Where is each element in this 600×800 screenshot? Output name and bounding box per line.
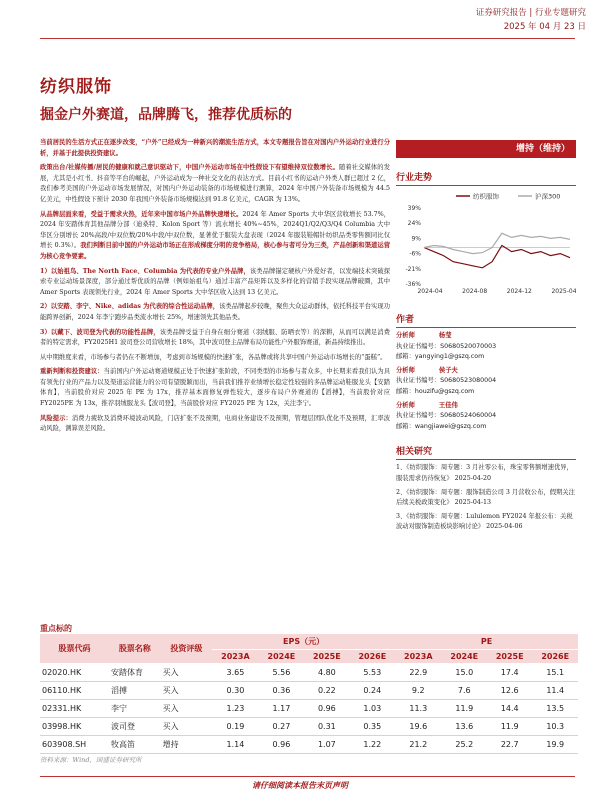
table-row bbox=[40, 682, 578, 700]
y-tick-label: 9% bbox=[411, 235, 421, 243]
table-cell: 3.65 bbox=[212, 664, 259, 682]
table-cell: 14.4 bbox=[487, 700, 532, 718]
table-cell: 波司登 bbox=[109, 718, 161, 736]
table-cell: 7.6 bbox=[442, 682, 487, 700]
table-cell: 1.14 bbox=[212, 736, 259, 754]
col-pe: PE bbox=[395, 634, 578, 650]
table-cell: 15.1 bbox=[532, 664, 578, 682]
paragraph-body: 2024 年 Amer Sports 大中华区营收增长 53.7%，2024 年安踏体育其他品牌分部（迪桑特、Kolon Sport 等）流水增长 40%~45%，2024Q1/Q2/Q3/Q4 Columbia 大中华区分别增长 20%高段/中双位数/20%中段/中双位数，显著优于服装大盘表现（2024 年服装鞋帽针纺织品类零售额同比仅增长 0.3%）。 bbox=[40, 210, 390, 250]
summary-paragraph bbox=[40, 163, 390, 205]
paragraph-lead: 1）以始祖鸟、The North Face、Columbia 为代表的专业户外品牌， bbox=[40, 267, 250, 275]
table-cell: 10.3 bbox=[532, 718, 578, 736]
trend-heading: 行业走势 bbox=[396, 168, 576, 186]
table-cell: 25.2 bbox=[442, 736, 487, 754]
table-cell: 13.5 bbox=[532, 700, 578, 718]
table-cell: 增持 bbox=[161, 736, 213, 754]
col-year: 2025E bbox=[304, 650, 349, 664]
author-role: 分析师 bbox=[396, 401, 415, 409]
paragraph-lead: 2）以安踏、李宁、Nike、adidas 为代表的综合性运动品牌， bbox=[40, 303, 220, 311]
paragraph-body: 当前国内户外运动赛道规模正处于快速扩张阶段，不同类型的市场参与者众多，中长期来看我们认为具有领先行业的产品力以及渠道运营能力的公司有望脱颖而出，当前我们推荐业绩增长稳定性较强的多品牌运动鞋服龙头【安踏体育】，当前股价对应 2025 年 PE 为 17x，推荐基本面修复弹性较大，逐步布局户外赛道的【滔搏】，当前股价对应 FY2025PE 为 13x，推荐羽绒服龙头【波司登】，当前股价对应 FY2025 PE 为 12x，关注李宁。 bbox=[40, 368, 391, 408]
table-row bbox=[40, 700, 578, 718]
table-cell: 22.9 bbox=[395, 664, 442, 682]
table-cell: 12.6 bbox=[487, 682, 532, 700]
author-license: 执业证书编号：S0680520070003 bbox=[396, 342, 497, 350]
col-name: 股票名称 bbox=[109, 634, 161, 664]
table-cell: 安踏体育 bbox=[109, 664, 161, 682]
col-eps: EPS（元） bbox=[212, 634, 395, 650]
table-cell: 1.22 bbox=[350, 736, 395, 754]
x-tick-label: 2025-04 bbox=[551, 288, 576, 295]
table-cell: 1.23 bbox=[212, 700, 259, 718]
table-cell: 李宁 bbox=[109, 700, 161, 718]
y-tick-label: 24% bbox=[407, 220, 421, 228]
table-cell: 03998.HK bbox=[40, 718, 109, 736]
table-cell: 603908.SH bbox=[40, 736, 109, 754]
table-cell: 5.56 bbox=[259, 664, 304, 682]
table-cell: 0.96 bbox=[259, 736, 304, 754]
table-cell: 11.9 bbox=[487, 718, 532, 736]
series-line bbox=[424, 233, 570, 253]
table-cell: 1.17 bbox=[259, 700, 304, 718]
col-year: 2024E bbox=[259, 650, 304, 664]
author-role-name bbox=[396, 331, 576, 342]
author-role: 分析师 bbox=[396, 366, 415, 374]
sidebar bbox=[396, 140, 576, 533]
summary-paragraph bbox=[40, 367, 390, 409]
col-year: 2026E bbox=[350, 650, 395, 664]
y-tick-label: 39% bbox=[407, 205, 421, 212]
summary-paragraph bbox=[40, 210, 390, 263]
table-cell: 02020.HK bbox=[40, 664, 109, 682]
report-title: 掘金户外赛道，品牌腾飞，推荐优质标的 bbox=[40, 107, 292, 123]
table-cell: 0.30 bbox=[212, 682, 259, 700]
paragraph-body: 消费力疲软及消费环境波动风险，门店扩张不及预期，电商业务建设不及预期，管理层团队优化不及预期，汇率波动风险，测算误差风险。 bbox=[40, 414, 391, 433]
authors-list bbox=[396, 331, 576, 432]
table-cell: 滔搏 bbox=[109, 682, 161, 700]
paragraph-body: 随着社交媒体的发展，尤其是小红书、抖音等平台的崛起，户外运动成为一种社交文化的表达方式。目前小红书的运动户外类人群已超过 2 亿，我们参考美国的户外运动市场发展情况，对国内户外运动装备的市场规模进行测算，2024 年中国户外装备市场规模为 44.5 亿美元，中性假设下预计 2030 年我国户外装备市场规模达到 91.8 亿美元，CAGR 为 13%。 bbox=[40, 164, 390, 203]
table-cell: 11.9 bbox=[442, 700, 487, 718]
table-cell: 牧高笛 bbox=[109, 736, 161, 754]
estimates-title: 重点标的 bbox=[40, 623, 72, 633]
author-license: 执业证书编号：S0680524060004 bbox=[396, 412, 497, 420]
related-report-link[interactable]: 2、《纺织服饰：周专题：服饰制造公司 3 月营收公布，假期关注后续关税政策变化》 2025-04-13 bbox=[396, 488, 575, 507]
sector-name: 纺织服饰 bbox=[40, 77, 112, 97]
author-entry bbox=[396, 366, 576, 398]
estimates-table bbox=[40, 634, 578, 754]
table-cell: 1.07 bbox=[304, 736, 349, 754]
author-email[interactable]: 邮箱：houzifu@gszq.com bbox=[396, 387, 475, 395]
table-cell: 买入 bbox=[161, 718, 213, 736]
table-cell: 06110.HK bbox=[40, 682, 109, 700]
col-year: 2023A bbox=[212, 650, 259, 664]
author-email[interactable]: 邮箱：yangying1@gszq.com bbox=[396, 353, 485, 361]
table-cell: 0.96 bbox=[304, 700, 349, 718]
summary-paragraph bbox=[40, 267, 390, 299]
table-cell: 买入 bbox=[161, 664, 213, 682]
paragraph-lead: 当前居民的生活方式正在逐步改变，“户外”已经成为一种新兴的潮流生活方式，本文专题报告旨在对国内户外运动行业进行分析，并基于此提供投资建议。 bbox=[40, 139, 390, 157]
table-cell: 0.27 bbox=[259, 718, 304, 736]
author-email[interactable]: 邮箱：wangjiawei@gszq.com bbox=[396, 422, 487, 430]
related-list bbox=[396, 463, 576, 533]
table-cell: 9.2 bbox=[395, 682, 442, 700]
table-row bbox=[40, 718, 578, 736]
author-name: 王佳伟 bbox=[438, 401, 458, 409]
table-cell: 买入 bbox=[161, 700, 213, 718]
table-cell: 0.31 bbox=[304, 718, 349, 736]
table-cell: 0.19 bbox=[212, 718, 259, 736]
col-year: 2023A bbox=[395, 650, 442, 664]
author-entry bbox=[396, 401, 576, 433]
y-tick-label: -6% bbox=[409, 250, 421, 258]
y-tick-label: -21% bbox=[405, 265, 421, 273]
x-tick-label: 2024-08 bbox=[462, 288, 488, 295]
summary-paragraph bbox=[40, 353, 390, 364]
x-tick-label: 2024-04 bbox=[417, 288, 443, 295]
table-cell: 15.0 bbox=[442, 664, 487, 682]
paragraph-body: 该类品牌起步较晚，聚焦大众运动群体，依托科技平台实现功能跨界创新，2024 年李宁跑步品类流水增长 25%，增速领先其他品类。 bbox=[40, 303, 391, 321]
table-cell: 1.03 bbox=[350, 700, 395, 718]
rating-badge: 增持（维持） bbox=[396, 140, 576, 158]
table-cell: 22.7 bbox=[487, 736, 532, 754]
author-role-name bbox=[396, 401, 576, 412]
author-role-name bbox=[396, 366, 576, 377]
paragraph-lead: 重新判断和投资建议： bbox=[40, 368, 104, 376]
table-cell: 17.4 bbox=[487, 664, 532, 682]
author-role: 分析师 bbox=[396, 332, 415, 339]
col-year: 2024E bbox=[442, 650, 487, 664]
paragraph-body: 从中期维度来看，市场参与者仍在不断增加，考虑到市场规模的快速扩张，各品牌或将共享中国户外运动市场增长的“蛋糕”。 bbox=[40, 353, 387, 361]
table-cell: 5.53 bbox=[350, 664, 395, 682]
paragraph-body: 该类品牌锚定硬核户外爱好者，以发端技术突破探索专业运动场景深度，部分通过帮优质的品牌（例如始祖鸟）通过丰富产品矩阵以及多样化的营销手段实现品牌破圈，其中 Amer Sports 表现领先行业，2024 年 Amer Sports 大中华区收入达到 13 亿美元。 bbox=[40, 267, 390, 296]
legend-label: 沪深300 bbox=[535, 192, 561, 201]
summary-paragraph bbox=[40, 302, 390, 323]
table-cell: 19.6 bbox=[395, 718, 442, 736]
paragraph-lead: 从品牌层面来看，受益于需求火热，近年来中国市场户外品牌快速增长。 bbox=[40, 210, 243, 218]
author-name: 侯子夫 bbox=[438, 366, 458, 374]
y-tick-label: -36% bbox=[405, 281, 421, 288]
paragraph-tail: 我们判断目前中国的户外运动市场正在形成梯度分明的竞争格局，核心参与者可分为三类，产品创新和渠道运营为核心竞争要素。 bbox=[40, 242, 391, 260]
related-report-link[interactable]: 3、《纺织服饰：周专题：Lululemon FY2024 年报公布：关税波动对服饰制造板块影响讨论》 2025-04-06 bbox=[396, 512, 573, 531]
paragraph-body: 该类品牌受益于自身在细分赛道（羽绒服、防晒衣等）的深耕，从而可以满足消费者的特定需求，FY2025H1 波司登公司营收增长 18%，其中波司登主品牌布局功能性户外服饰赛道，新品持续推出。 bbox=[40, 328, 391, 347]
summary-paragraph bbox=[40, 138, 390, 159]
table-cell: 19.9 bbox=[532, 736, 578, 754]
table-row bbox=[40, 736, 578, 754]
author-license: 执业证书编号：S0680523080004 bbox=[396, 377, 497, 385]
table-cell: 11.4 bbox=[532, 682, 578, 700]
table-cell: 0.24 bbox=[350, 682, 395, 700]
table-cell: 0.36 bbox=[259, 682, 304, 700]
summary-paragraph bbox=[40, 414, 390, 435]
table-cell: 11.3 bbox=[395, 700, 442, 718]
summary-paragraph bbox=[40, 328, 390, 349]
table-row bbox=[40, 664, 578, 682]
footer-disclaimer: 请仔细阅读本报告末页声明 bbox=[252, 780, 348, 790]
paragraph-lead: 政策出台/社媒传播/居民的健康和就己意识驱动下，中国户外运动市场在中性假设下有望维持双位数增长。 bbox=[40, 164, 339, 172]
author-entry bbox=[396, 331, 576, 363]
related-heading: 相关研究 bbox=[396, 442, 576, 460]
paragraph-lead: 3）以藏下、波司登为代表的功能性品牌， bbox=[40, 328, 160, 336]
table-cell: 13.6 bbox=[442, 718, 487, 736]
doc-type: 证券研究报告 | 行业专题研究 bbox=[475, 8, 586, 18]
x-tick-label: 2024-12 bbox=[506, 288, 532, 295]
table-cell: 02331.HK bbox=[40, 700, 109, 718]
paragraph-lead: 风险提示： bbox=[40, 414, 72, 422]
col-year: 2025E bbox=[487, 650, 532, 664]
col-year: 2026E bbox=[532, 650, 578, 664]
related-report-link[interactable]: 1、《纺织服饰：周专题：3 月社零公布，珠宝零售额增速优异，服装需求仍待恢复》 2025-04-20 bbox=[396, 464, 573, 482]
table-cell: 0.35 bbox=[350, 718, 395, 736]
author-name: 杨莹 bbox=[438, 332, 452, 339]
table-cell: 买入 bbox=[161, 682, 213, 700]
footer-divider bbox=[40, 776, 575, 777]
report-header bbox=[476, 6, 586, 34]
header-divider bbox=[40, 38, 575, 39]
col-rating: 投资评级 bbox=[161, 634, 213, 664]
table-cell: 21.2 bbox=[395, 736, 442, 754]
legend-label: 纺织服饰 bbox=[473, 192, 499, 201]
series-line bbox=[424, 246, 570, 268]
col-code: 股票代码 bbox=[40, 634, 109, 664]
trend-chart bbox=[396, 186, 576, 296]
summary-column bbox=[40, 138, 390, 439]
table-source: 资料来源：Wind，国盛证券研究所 bbox=[40, 756, 142, 764]
report-date: 2025 年 04 月 23 日 bbox=[503, 22, 586, 32]
authors-heading: 作者 bbox=[396, 310, 576, 328]
table-cell: 4.80 bbox=[304, 664, 349, 682]
table-cell: 0.22 bbox=[304, 682, 349, 700]
